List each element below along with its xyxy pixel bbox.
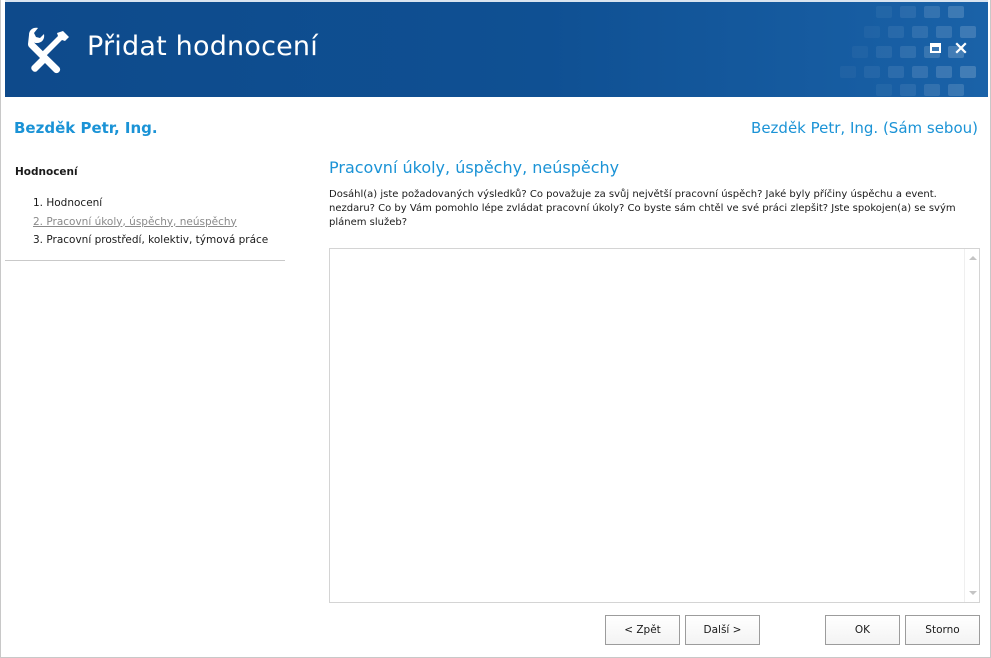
maximize-icon[interactable] bbox=[928, 40, 944, 56]
answer-textarea[interactable] bbox=[330, 249, 965, 602]
nav-divider bbox=[5, 260, 285, 261]
section-question: Dosáhl(a) jste požadovaných výsledků? Co považuje za svůj největší pracovní úspěch? Jaké byly příčiny úspěchu a event. nezdaru? Co by Vám pomohlo lépe zvládat pracovní úkoly? Co byste sám chtěl ve své práci zlepšit? Jste spokojen(a) se svým plánem služeb? bbox=[329, 189, 956, 228]
employee-name: Bezděk Petr, Ing. bbox=[14, 119, 158, 137]
nav-title: Hodnocení bbox=[15, 166, 78, 178]
cancel-button[interactable]: Storno bbox=[905, 615, 980, 645]
nav-step-pracovni-ukoly[interactable]: 2. Pracovní úkoly, úspěchy, neúspěchy bbox=[33, 215, 237, 228]
scroll-up-arrow-icon[interactable] bbox=[965, 251, 980, 265]
next-button[interactable]: Další > bbox=[685, 615, 760, 645]
evaluator-name: Bezděk Petr, Ing. (Sám sebou) bbox=[751, 119, 978, 137]
close-icon[interactable] bbox=[953, 40, 969, 56]
header-pattern bbox=[508, 0, 988, 97]
dialog-title: Přidat hodnocení bbox=[87, 31, 318, 62]
scroll-down-arrow-icon[interactable] bbox=[965, 586, 980, 600]
back-button[interactable]: < Zpět bbox=[605, 615, 680, 645]
nav-step-hodnoceni[interactable]: 1. Hodnocení bbox=[33, 197, 103, 209]
ok-button[interactable]: OK bbox=[825, 615, 900, 645]
wrench-screwdriver-icon bbox=[23, 27, 71, 75]
dialog-header bbox=[5, 0, 988, 97]
vertical-scrollbar[interactable] bbox=[964, 249, 979, 602]
nav-steps bbox=[33, 196, 268, 252]
answer-box bbox=[329, 248, 980, 603]
nav-step-pracovni-prostredi[interactable]: 3. Pracovní prostředí, kolektiv, týmová práce bbox=[33, 234, 269, 246]
section-title: Pracovní úkoly, úspěchy, neúspěchy bbox=[329, 158, 620, 177]
